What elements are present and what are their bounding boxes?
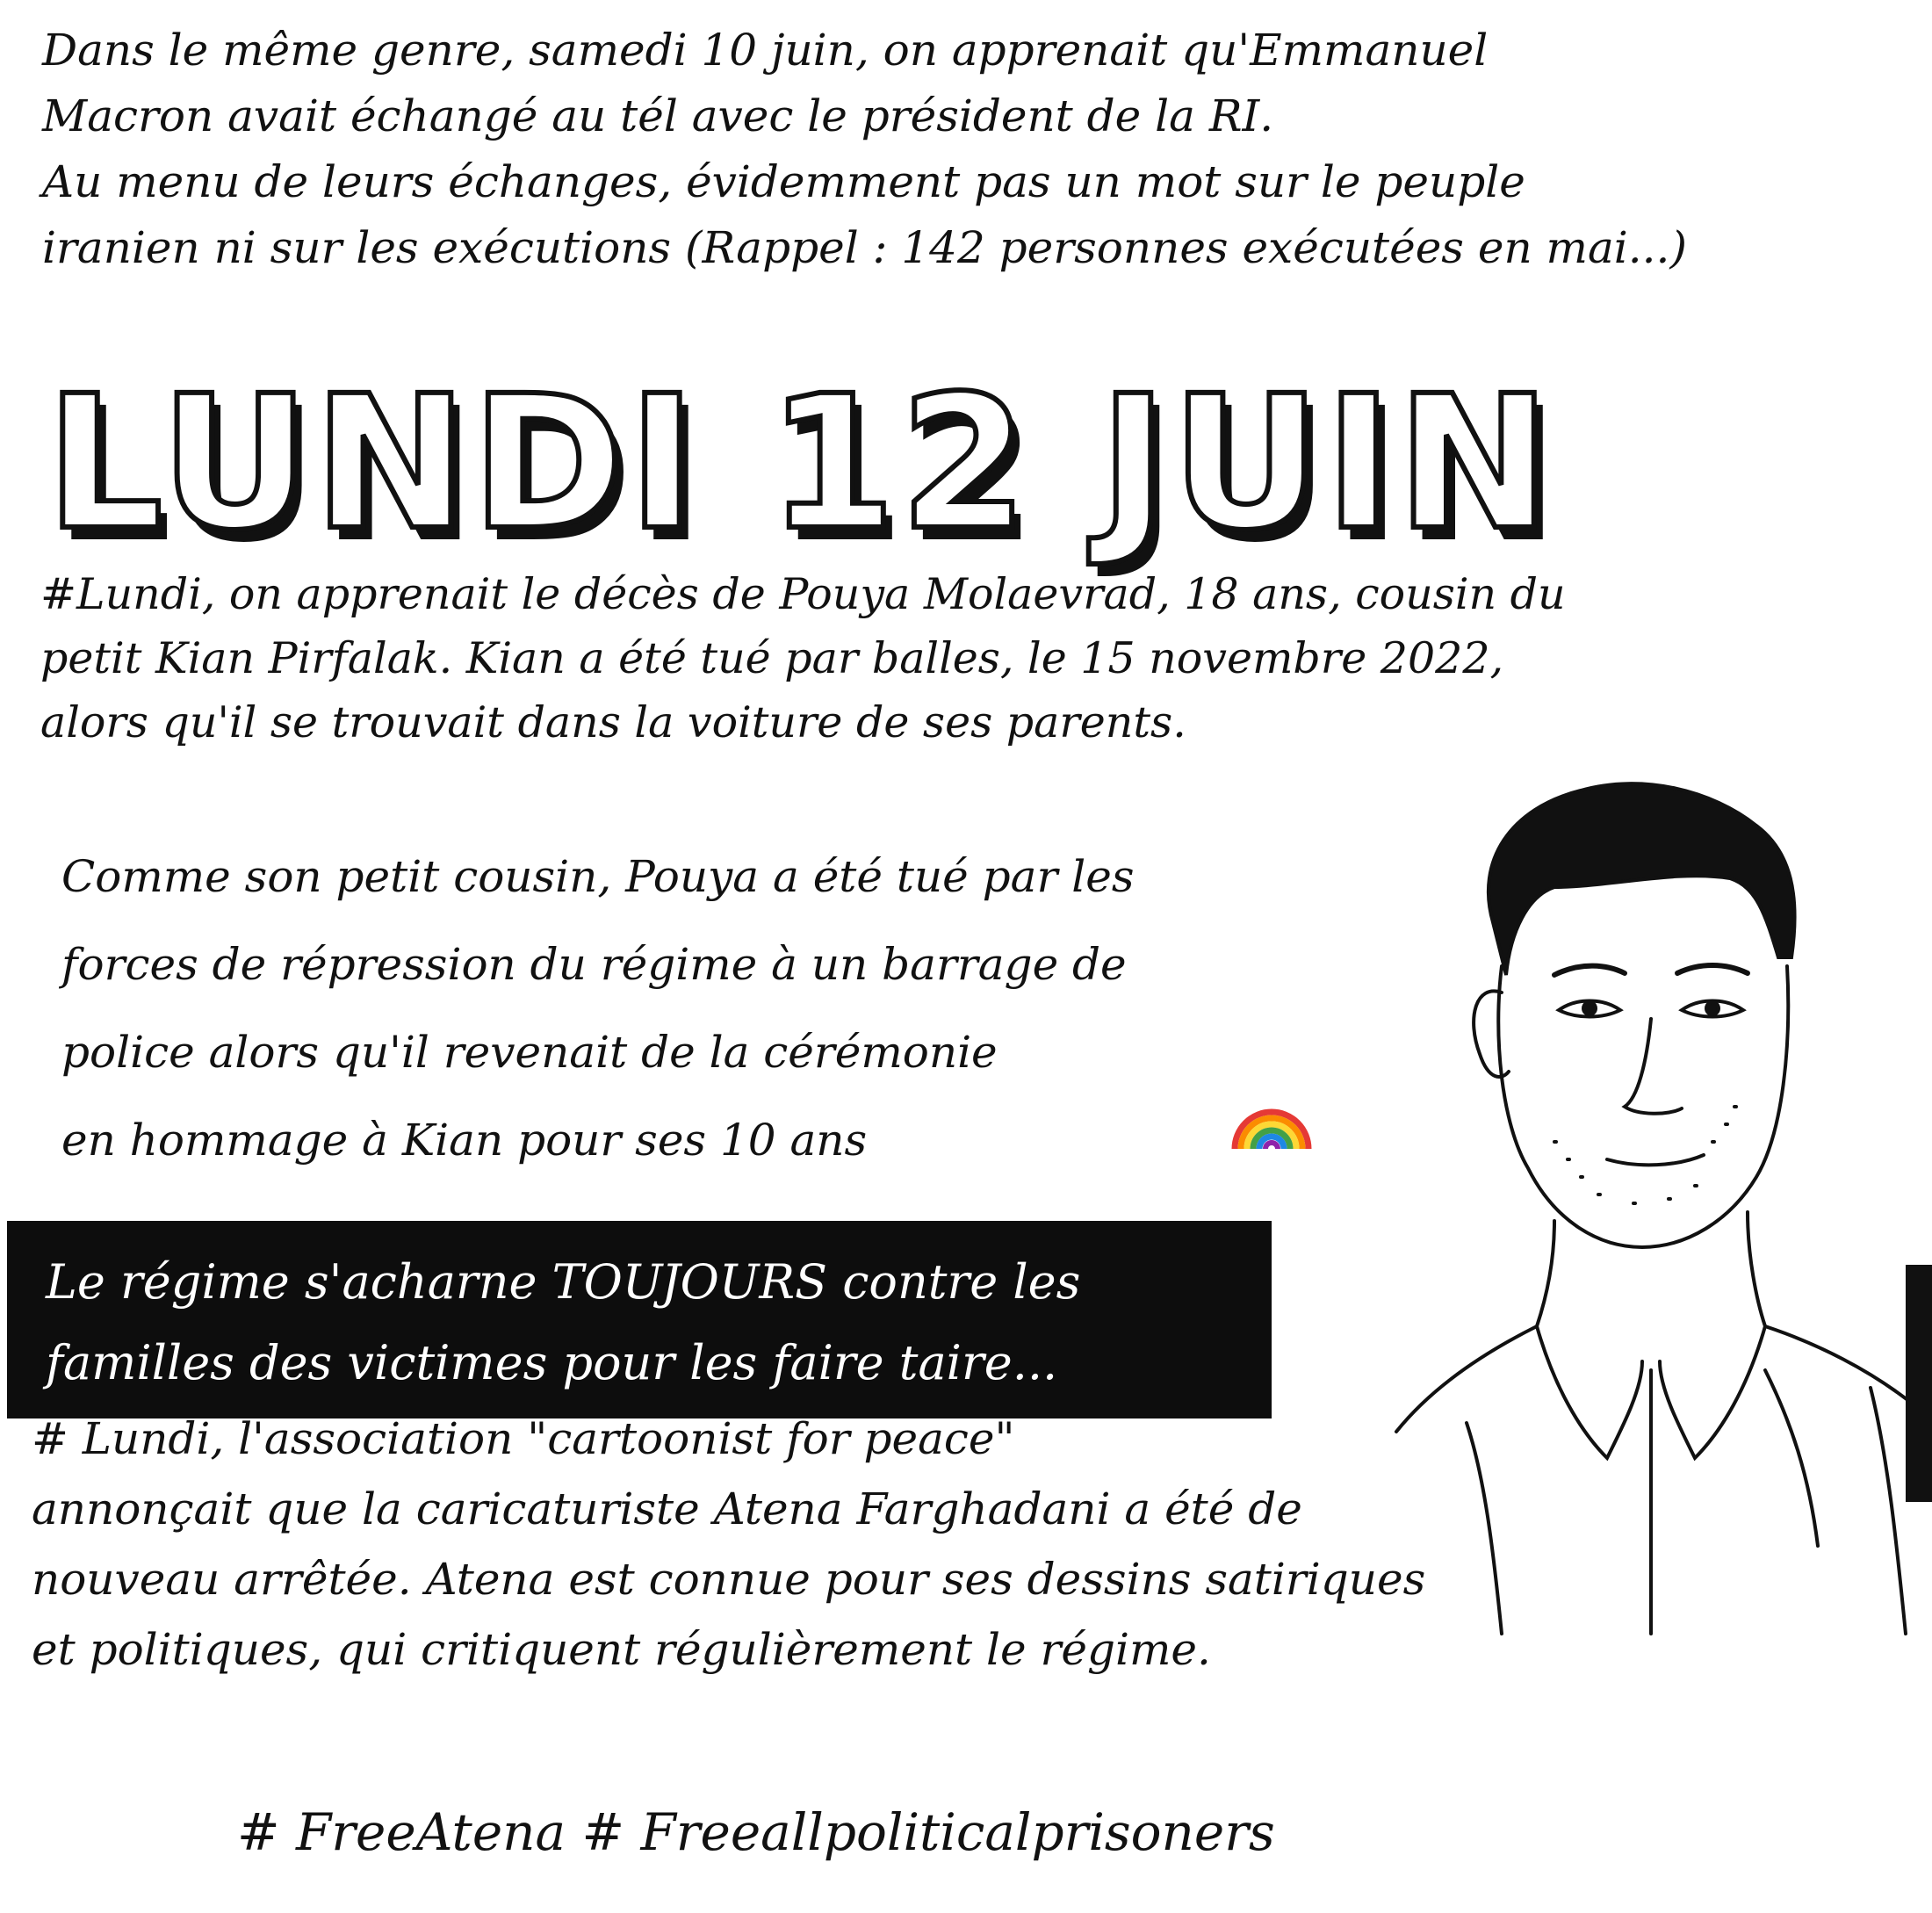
rainbow-icon (1228, 1098, 1316, 1151)
text-line: en hommage à Kian pour ses 10 ans (61, 1115, 868, 1166)
banner (7, 1221, 1272, 1419)
text-line: Au menu de leurs échanges, évidemment pas un mot sur le peuple (42, 156, 1525, 207)
text-line: Le régime s'acharne TOUJOURS contre les (46, 1254, 1081, 1310)
date-title: LUNDI 12 JUIN (46, 356, 1555, 571)
association-paragraph (32, 1404, 1425, 1685)
text-line: familles des victimes pour les faire taire... (46, 1335, 1058, 1390)
banner-text (46, 1242, 1080, 1404)
intro-paragraph (42, 18, 1687, 281)
text-line: # Lundi, l'association "cartoonist for peace" (32, 1413, 1015, 1464)
text-line: petit Kian Pirfalak. Kian a été tué par balles, le 15 novembre 2022, (40, 633, 1504, 683)
text-line: Comme son petit cousin, Pouya a été tué par les (61, 851, 1135, 902)
story-paragraph (40, 562, 1566, 754)
text-line: Dans le même genre, samedi 10 juin, on apprenait qu'Emmanuel (42, 25, 1489, 76)
text-line: Macron avait échangé au tél avec le président de la RI. (42, 90, 1274, 141)
story2-paragraph (61, 833, 1135, 1184)
text-line: alors qu'il se trouvait dans la voiture de ses parents. (40, 697, 1186, 747)
text-line: police alors qu'il revenait de la cérémonie (61, 1027, 998, 1078)
hashtags: # FreeAtena # Freeallpoliticalprisoners (237, 1802, 1275, 1862)
text-line: #Lundi, on apprenait le décès de Pouya Molaevrad, 18 ans, cousin du (40, 569, 1566, 619)
text-line: iranien ni sur les exécutions (Rappel : 142 personnes exécutées en mai...) (42, 222, 1687, 273)
text-line: forces de répression du régime à un barrage de (61, 939, 1127, 990)
text-line: nouveau arrêtée. Atena est connue pour ses dessins satiriques (32, 1554, 1426, 1605)
text-line: annonçait que la caricaturiste Atena Farghadani a été de (32, 1483, 1302, 1534)
text-line: et politiques, qui critiquent régulièrement le régime. (32, 1624, 1211, 1675)
portrait-drawing (1379, 755, 1932, 1642)
